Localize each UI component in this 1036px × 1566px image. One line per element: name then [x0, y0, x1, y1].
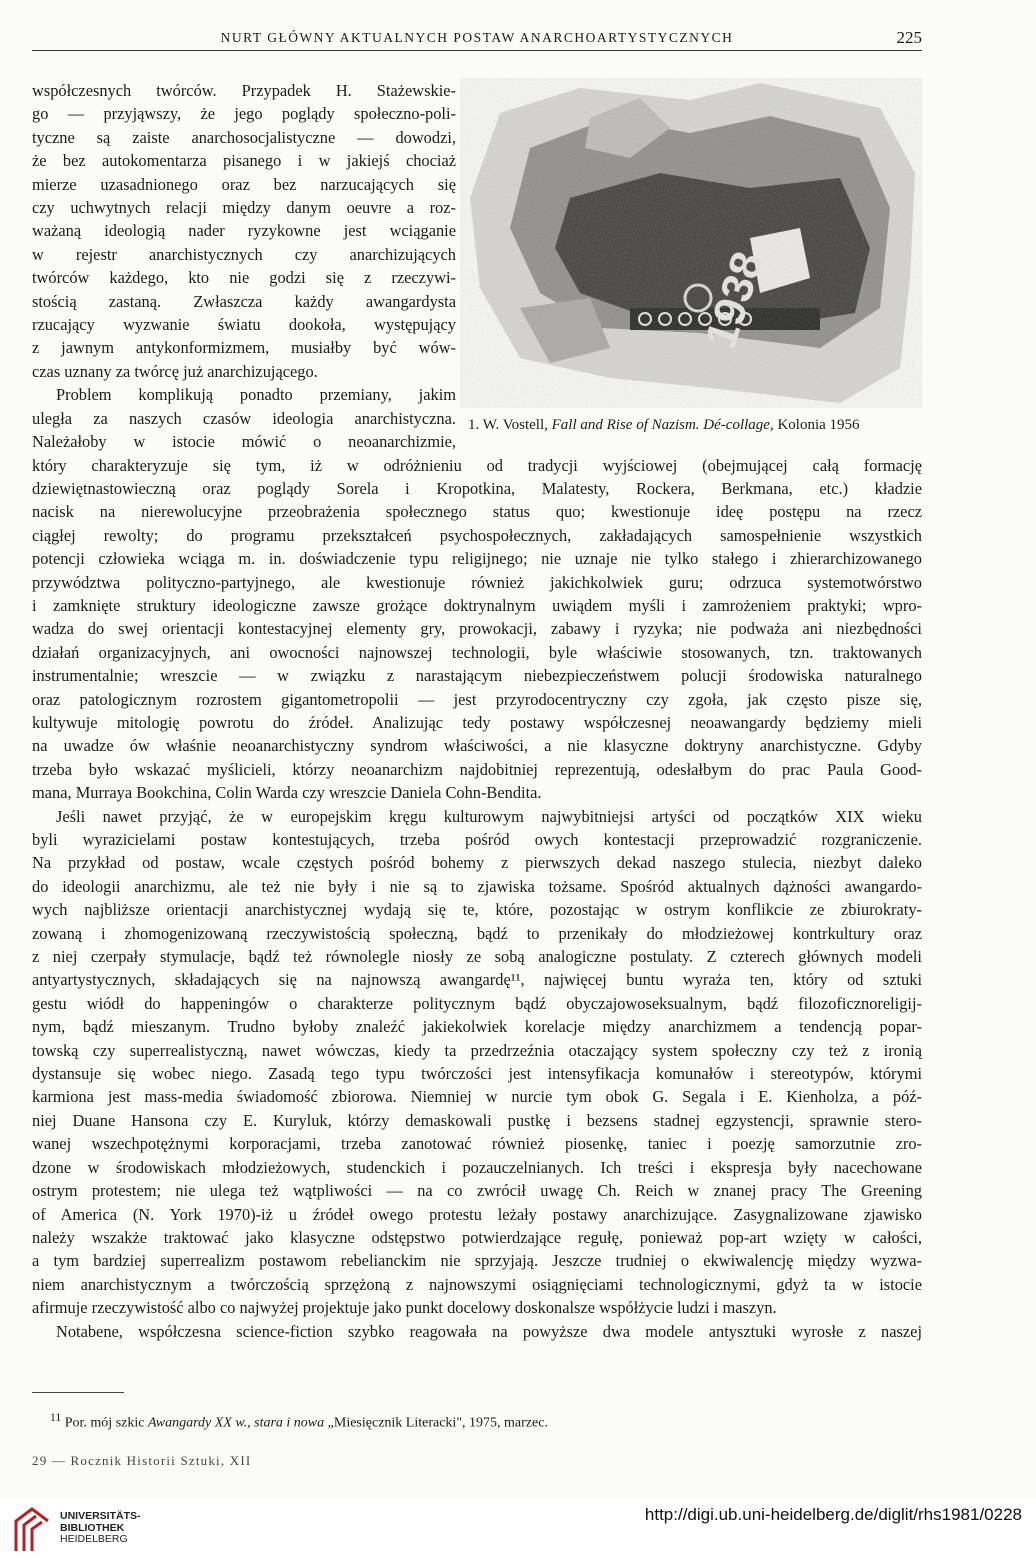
paragraph-science-fiction [32, 1320, 922, 1343]
text-line: wych najbliższe orientacji anarchistycznej wydają się te, które, pozostając w ostrym konflikcie ze zbiurokraty- [32, 900, 922, 920]
running-head: NURT GŁÓWNY AKTUALNYCH POSTAW ANARCHOARTYSTYCZNYCH [220, 30, 734, 45]
text-line: dziewiętnastowieczną oraz poglądy Sorela i Kropotkina, Malatesty, Rockera, Berkmana, etc.) kładzie [32, 478, 922, 498]
text-line: zowaną i zhomogenizowaną rzeczywistością społeczną, bądź to przenikały do młodzieżowej kontrkultury oraz [32, 923, 922, 943]
text-line: w rejestr anarchistycznych czy anarchizujących [32, 244, 456, 264]
text-line: ostrym protestem; nie ulega też wątpliwości — na co zwrócił uwagę Ch. Reich w znanej pracy The Greening [32, 1181, 922, 1201]
text-line: ciągłej rewolty; do programu przekształceń psychospołecznych, zakładających samospełnienie wszystkich [32, 525, 922, 545]
text-line: towską czy superrealistyczną, nawet wówczas, kiedy ta przedrzeźnia otaczający system społeczny czy też z ironią [32, 1040, 922, 1060]
footnote-divider [32, 1392, 124, 1393]
body-text [32, 79, 922, 1343]
printer-signature: 29 — Rocznik Historii Sztuki, XII [32, 1453, 252, 1468]
library-name: UNIVERSITÄTS- BIBLIOTHEK HEIDELBERG [60, 1510, 141, 1545]
text-line: Notabene, współczesna science-fiction szybko reagowała na powyższe dwa modele antysztuki wyrosłe z naszej [56, 1321, 922, 1341]
text-line: kultywuje mitologię powrotu do źródeł. Analizując tedy postawy współczesnej neoawangardy będziemy mieli [32, 712, 922, 732]
text-line: czas uznany za twórcę już anarchizującego. [32, 361, 318, 381]
text-line: nym, bądź mieszanym. Trudno byłoby znaleźć jakiekolwiek korelacje między anarchizmem a tendencją popar- [32, 1017, 922, 1037]
text-line: stością zastaną. Zwłaszcza każdy awangardysta [32, 291, 456, 311]
text-line: przywództwa polityczno-partyjnego, ale kwestionuje również jakichkolwiek guru; odrzuca systemotwórstwo [32, 572, 922, 592]
text-line: czy uchwytnych relacji między danym oeuvre a roz- [32, 198, 456, 218]
text-line: Na przykład od postaw, wcale częstych pośród bohemy z pierwszych dekad naszego stulecia, niezbyt daleko [32, 853, 922, 873]
text-line: z niej czerpały stymulacje, bądź też równolegle niosły ze sobą analogiczne postulaty. Z czterech głównych modeli [32, 947, 922, 967]
page-header [32, 28, 922, 51]
text-line: dystansuje się wobec niego. Zasadą tego typu twórczości jest intensyfikacja komunałów i stereotypów, którymi [32, 1064, 922, 1084]
caption-title: Fall and Rise of Nazism. Dé-collage, [551, 417, 774, 433]
paragraph-contestation [32, 805, 922, 1320]
text-line: potencji człowieka wciąga m. in. doświadczenie typu religijnego; nie uznaje nie tylko stałego i zhierarchizowanego [32, 549, 922, 569]
text-line: że bez autokomentarza pisanego i w jakiejś chociaż [32, 151, 456, 171]
text-line: dzone w środowiskach młodzieżowych, studenckich i pozauczelnianych. Ich treści i ekspresja były nacechowane [32, 1157, 922, 1177]
caption-number: 1. W. Vostell, [468, 417, 548, 433]
footnote-source: „Miesięcznik Literacki", 1975, marzec. [327, 1415, 548, 1431]
permalink-url[interactable]: http://digi.ub.uni-heidelberg.de/diglit/rhs1981/0228 [644, 1505, 1022, 1524]
text-line: wanej wszechpotężnymi korporacjami, trzeba zanotować również piosenkę, taniec i poezję samorzutnie zro- [32, 1134, 922, 1154]
digitization-footer [0, 1497, 1036, 1566]
footnote-title: Awangardy XX w., stara i nowa [147, 1415, 325, 1431]
text-line: mierze uzasadnionego oraz bez narzucających się [32, 174, 456, 194]
text-line: niem anarchistycznym a twórczością sprzężoną z najnowszymi osiągnięciami technologicznymi, gdyż ta w istocie [32, 1274, 922, 1294]
text-line: należy wszakże traktować jako klasyczne odstępstwo potwierdzające regułę, ponieważ pop-art wzięty w całości, [32, 1227, 922, 1247]
text-line: of America (N. York 1970)-iż u źródeł owego protestu leżały postawy anarchizujące. Zasygnalizowane zjawisko [32, 1204, 922, 1224]
narrow-column [32, 79, 456, 454]
text-line: karmiona jest mass-media świadomość zbiorowa. Niemniej w nurcie tym obok G. Segala i E. Kienholza, a póź- [32, 1087, 922, 1107]
text-line: trzeba było wskazać myślicieli, którzy neoanarchizm najdobitniej reprezentują, odesłałbym do prac Paula Good- [32, 759, 922, 779]
text-line: nacisk na nierewolucyjne przeobrażenia społecznego status quo; kwestionuje ideę postępu na rzecz [32, 502, 922, 522]
text-line: ważaną ideologią nader ryzykowne jest wciąganie [32, 221, 456, 241]
footnote-text: Por. mój szkic [64, 1415, 145, 1431]
text-line: współczesnych twórców. Przypadek H. Stażewskie- [32, 81, 456, 100]
text-line: wadza do swej orientacji kontestacyjnej elementy gry, prowokacji, zabawy i ryzyka; nie podważa ani niezbędności [32, 619, 922, 639]
text-line: tyczne są zaiste anarchosocjalistyczne — dowodzi, [32, 127, 456, 147]
text-line: antyartystycznych, składających się na najnowszą awangardę¹¹, najwięcej buntu wyraża ten, który od sztuki [32, 970, 922, 990]
text-line: który charakteryzuje się tym, iż w odróżnieniu od tradycji wyjściowej (obejmującej całą formację [32, 455, 922, 475]
text-line: działań organizacyjnych, ani owocności najnowszej technologii, byle właściwie stosowanych, tzn. traktowanych [32, 642, 922, 662]
footnote [50, 1408, 548, 1434]
caption-place: Kolonia 1956 [777, 417, 860, 433]
page-number: 225 [896, 28, 922, 47]
text-line: Należałoby w istocie mówić o neoanarchizmie, [32, 432, 456, 452]
text-line: mana, Murraya Bookchina, Colin Warda czy wreszcie Daniela Cohn-Bendita. [32, 783, 542, 803]
text-line: do ideologii anarchizmu, ale też nie były i nie są to zjawiska tożsame. Spośród aktualnych dążności awangardo- [32, 876, 922, 896]
text-line: Jeśli nawet przyjąć, że w europejskim kręgu kulturowym najwybitniejsi artyści od początków XIX wieku [56, 806, 922, 826]
text-line: instrumentalnie; wreszcie — w związku z narastającym niebezpieczeństwem polucji środowiska naturalnego [32, 666, 922, 686]
text-line: uległa za naszych czasów ideologia anarchistyczna. [32, 408, 456, 428]
text-line: a tym bardziej superrealizm postawom rebelianckim nie sprzyjają. Jeszcze trudniej o ekwiwalencję między wyzwa- [32, 1251, 922, 1271]
text-line: z jawnym antykonformizmem, musiałby być wów- [32, 338, 456, 358]
text-line: go — przyjąwszy, że jego poglądy społeczno-poli- [32, 104, 456, 124]
library-logo-icon [10, 1505, 54, 1555]
text-line: niej Duane Hansona czy E. Kuryluk, którzy demaskowali pustkę i bezsens stadnej egzystencji, sprawnie stero- [32, 1110, 922, 1130]
text-line: twórców każdego, kto nie godzi się z rzeczywi- [32, 268, 456, 288]
text-line: rzucający wyzwanie światu dookoła, występujący [32, 315, 456, 335]
text-line: afirmuje rzeczywistość albo co najwyżej projektuje jako punkt docelowy doskonalsze współżycie ludzi i maszyn. [32, 1298, 777, 1318]
text-line: na uwadze ów właśnie neoanarchistyczny syndrom właściwości, a nie klasyczne doktryny anarchistyczne. Gdyby [32, 736, 922, 756]
text-line: oraz patologicznym rozrostem gigantometropolii — jest przyrodocentryczny czy zgoła, jak często pisze się, [32, 689, 922, 709]
text-line: gestu wiódł do happeningów o charakterze politycznym bądź obyczajowoseksualnym, bądź filozoficznoreligij- [32, 993, 922, 1013]
footnote-marker: 11 [50, 1411, 62, 1424]
text-line: Problem komplikują ponadto przemiany, jakim [56, 385, 456, 405]
text-line: byli wyrazicielami postaw kontestujących, trzeba pośród owych kontestacji przeprowadzić rozgraniczenie. [32, 830, 922, 849]
text-line: i zamknięte struktury ideologiczne zawsze grożące doktrynalnym uwiądem myśli i zamrożeniem praktyki; wpro- [32, 595, 922, 615]
paragraph-neoanarchism [32, 454, 922, 805]
